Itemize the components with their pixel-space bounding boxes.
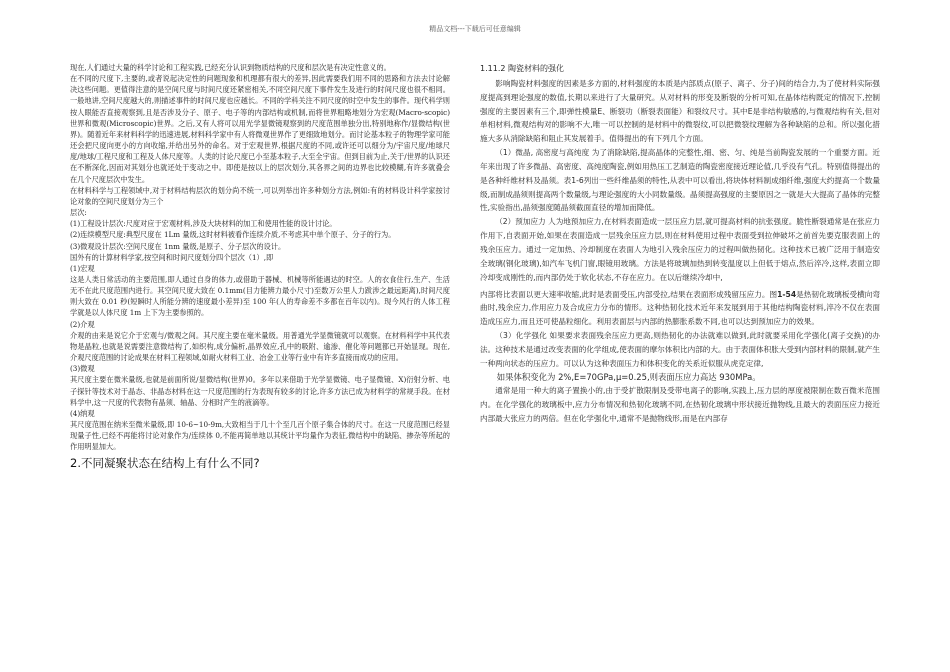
right-column — [480, 62, 880, 426]
paragraph: （2）预加应力 人为地预加应力,在材料表面造成一层压应力层,就可提高材料的抗张强度。脆性断裂通常是在张应力作用下,自表面开始,如果在表面造成一层残余压应力层,则在材料使用过程中表面受到拉伸破坏之前首先要克服表面上的残余压应力。通过一定加热、冷却制度在表面人为地引入残余压应力的过程叫做热韧化。这种技术已被广泛用于制造安全玻璃(钢化玻璃),如汽车飞机门窗,眼镜用玻璃。方法是将玻璃加热到转变温度以上但低于熔点,然后淬冷,这样,表面立即冷却变成刚性的,而内部仍处于软化状态,不存在应力。在以后继续冷却中, — [480, 217, 880, 282]
paragraph: 层次: — [70, 208, 87, 218]
list-item: (1)工程设计层次:尺度对应于宏观材料,涉及大块材料的加工和使用性能的设计讨论。 — [70, 219, 337, 229]
paragraph: 其尺度主要在微米量级,也就是前面所说/显微结构(世界)0。多年以来借助于光学显微镜、电子显微镜、X)衍射分析、电子探针等技术对于晶态、非晶态材料在这一尺度范围的行为表现有较多的讨论,许多方法已成为材料学的常规手段。在材料学中,这一尺度的代表物有晶须、轴晶、分相时产生的液滴等。 — [70, 375, 450, 407]
list-item: (3)微观设计层次:空间尺度在 1nm 量级,是原子、分子层次的设计。 — [70, 241, 286, 251]
page-header: 精品文档---下载后可任意编辑 — [429, 25, 521, 33]
question-heading: 2.不同凝聚状态在结构上有什么不同? — [70, 456, 260, 471]
text-span: 是热韧化玻璃板受横向弯曲时,残余应力,作用应力及合成应力分布的情形。这种热韧化技术近年来发展到用于其他结构陶瓷材料,淬冷不仅在表面造成压应力,而且还可使晶粒细化。利用表面层与内部的热膨胀系数不同,也可以达到预加应力的效果。 — [480, 289, 880, 327]
subheading: (3)微观 — [70, 364, 95, 374]
subheading: (2)介观 — [70, 319, 95, 329]
paragraph: （3）化学强化 如果要求表面残余压应力更高,则热韧化的办法就难以做到,此时就要采用化学强化(离子交换)的办法。这种技术是通过改变表面的化学组成,使表面的摩尔体积比内部的大。由于表面体积胀大受到内部材料的限制,就产生一种两向状态的压应力。可以认为这种表面压力和体积变化的关系近似服从虎克定律, — [480, 331, 880, 368]
paragraph: 在材料科学与工程领域中,对于材料结构层次的划分尚不统一,可以列举出许多种划分方法,例如:有的材料设计科学家按讨论对象的空间尺度划分为三个 — [70, 185, 450, 206]
paragraph: 在不同的尺度下,主要的,或者说起决定性的问题现象和机理都有很大的差异,因此需要我们用不同的思路和方法去讨论解决这些问题。更值得注意的是空间尺度与时间尺度还紧密相关,不同空间尺度下事件发生及进行的时间尺度也很不相同。一般地讲,空间尺度越大的,则描述事件的时间尺度也应越长。不同的学科关注不同尺度的时空中发生的事件。现代科学则按人眼能否直接观察到,且是否涉及分子、原子、电子等的内部结构或机制,而将世界粗略地划分为宏观(Macro-scopic)世界和微观(Microscopic)世界。之后,又有人将可以用光学显微镜观察到的尺度范围单独分出,特别地称作/显微结构(世界)。随着近年来材料科学的迅速进展,材料科学家中有人将微观世界作了更细致地划分。而讨论基本粒子的物理学家可能还会把尺度向更小的方向收缩,并给出另外的命名。对于宏观世界,根据尺度的不同,或许还可以细分为/宇宙尺度/地球尺度/地球/工程尺度和工程及人体尺度等。人类的讨论尺度已小至基本粒子,大至全宇宙。但到目前为止,关于/世界的认识还在不断深化,因而对其划分也就还处于变动之中。即使是按以上的层次划分,其各界之间的边界也比较模糊,有许多就叠会在几个尺度层次中发生。 — [70, 74, 450, 184]
paragraph — [480, 288, 880, 330]
paragraph: 现在,人们通过大量的科学讨论和工程实践,已经充分认识到物质结构的尺度和层次是有决定性意义的。 — [70, 63, 391, 72]
paragraph: 通常是用一种大的离子置换小的,由于受扩散限制及受带电离子的影响,实践上,压力层的厚度被限制在数百微米范围内。在化学强化的玻璃板中,应力分布情况和热韧化玻璃不同,在热韧化玻璃中形状接近抛物线,且最大的表面压应力接近内部最大张应力的两倍。但在化学强化中,通常不是抛物线形,而是在内部存 — [480, 386, 880, 424]
figure-ref: 1-54 — [777, 289, 797, 299]
formula-line: 如果体积变化为 2%,E=70GPa,μ=0.25,则表面压应力高达 930MPa。 — [496, 371, 761, 382]
left-column — [70, 62, 450, 471]
subheading: (1)宏观 — [70, 263, 95, 273]
paragraph: 影响陶瓷材料强度的因素是多方面的,材料强度的本质是内部质点(原子、离子、分子)间的结合力,为了使材料实际强度提高到理论强度的数值,长期以来进行了大量研究。从对材料的形变及断裂的分析可知,在晶体结构既定的情况下,控制强度的主要因素有三个,即弹性模量E、断裂功（断裂表面能）和裂纹尺寸。其中E是非结构敏感的,与微观结构有关,但对单相材料,微观结构对的影响不大,唯一可以控制的是材料中的微裂纹,可以把微裂纹理解为各种缺陷的总和。所以强化措施大多从消除缺陷和阻止其发展着手。值得提出的有下列几个方面。 — [480, 78, 880, 144]
list-item: (2)连续模型尺度:典型尺度在 1Lm 量级,这时材料被看作连续介质,不考虑其中单个原子、分子的行为。 — [70, 230, 396, 240]
subheading: (4)纳观 — [70, 408, 95, 418]
paragraph: 这是人类日常活动的主要范围,即人通过自身的体力,或借助于器械、机械等所能遇达的时空。人的衣食住行,生产、生活无不在此尺度范围内进行。其空间尺度大致在 0.1mm(目力能辨力最小尺寸)至数万公里人力跋涉之最远距离),时间尺度则大致在 0.01 秒(短瞬时人所能分辨的速度最小差异)至 100 年(人的寿命差不多都在百年以内)。现今风行的人体工程学就是以人体尺度 1m 上下为主要参照的。 — [70, 274, 450, 318]
text-span: 内部将比表面以更大速率收缩,此时是表面受压,内部受拉,结果在表面形成残留压应力。图 — [480, 289, 778, 299]
paragraph: （1）微晶, 高密度与高纯度 为了消除缺陷,提高晶体的完整性,细、密、匀、纯是当前陶瓷发展的一个重要方面。近年来出现了许多微晶、高密度、高纯度陶瓷,例如用热压工艺制造的陶瓷密度接近理论值,几乎没有气孔。特别值得提出的是各种纤维材料及晶须。表1-6列出一些纤维晶须的特性,从表中可以看出,将块体材料制成细纤维,强度大约提高一个数量级,而制成晶须则提高两个数量级,与理论强度的大小同数量级。晶须提高强度的主要原因之一就是大大提高了晶体的完整性,实验指出,晶须强度随晶须截面直径的增加而降低。 — [480, 148, 880, 213]
paragraph: 国外有的计算材料学家,按空间和时间尺度划分四个层次（1）,即 — [70, 252, 274, 262]
section-title: 1.11.2 陶瓷材料的强化 — [480, 64, 564, 73]
paragraph: 其尺度范围在纳米至微米量级,即 10-6~10-9m,大致相当于几十个至几百个原子集合体的尺寸。在这一尺度范围已经显现量子性,已经不再能将讨论对象作为/连续体 0,不能再简单地以其统计平均量作为表征,微结构中的缺陷、掺杂等所起的作用明显加大。 — [70, 420, 450, 452]
paragraph: 介观的由来是说它介于宏观与/微观之间。其尺度主要在毫米量级。用普通光学显微镜就可以观察。在材料科学中其代表物是晶粒,也就是说需要注意微结构了,如织构,成分偏析,晶界效应,孔中的吸附、逾渗、催化等问题都已开始显现。现在,介观尺度范围的讨论成果在材料工程领域,如耐火材料工业、冶金工业等行业中有许多直接而成功的应用。 — [70, 330, 450, 363]
